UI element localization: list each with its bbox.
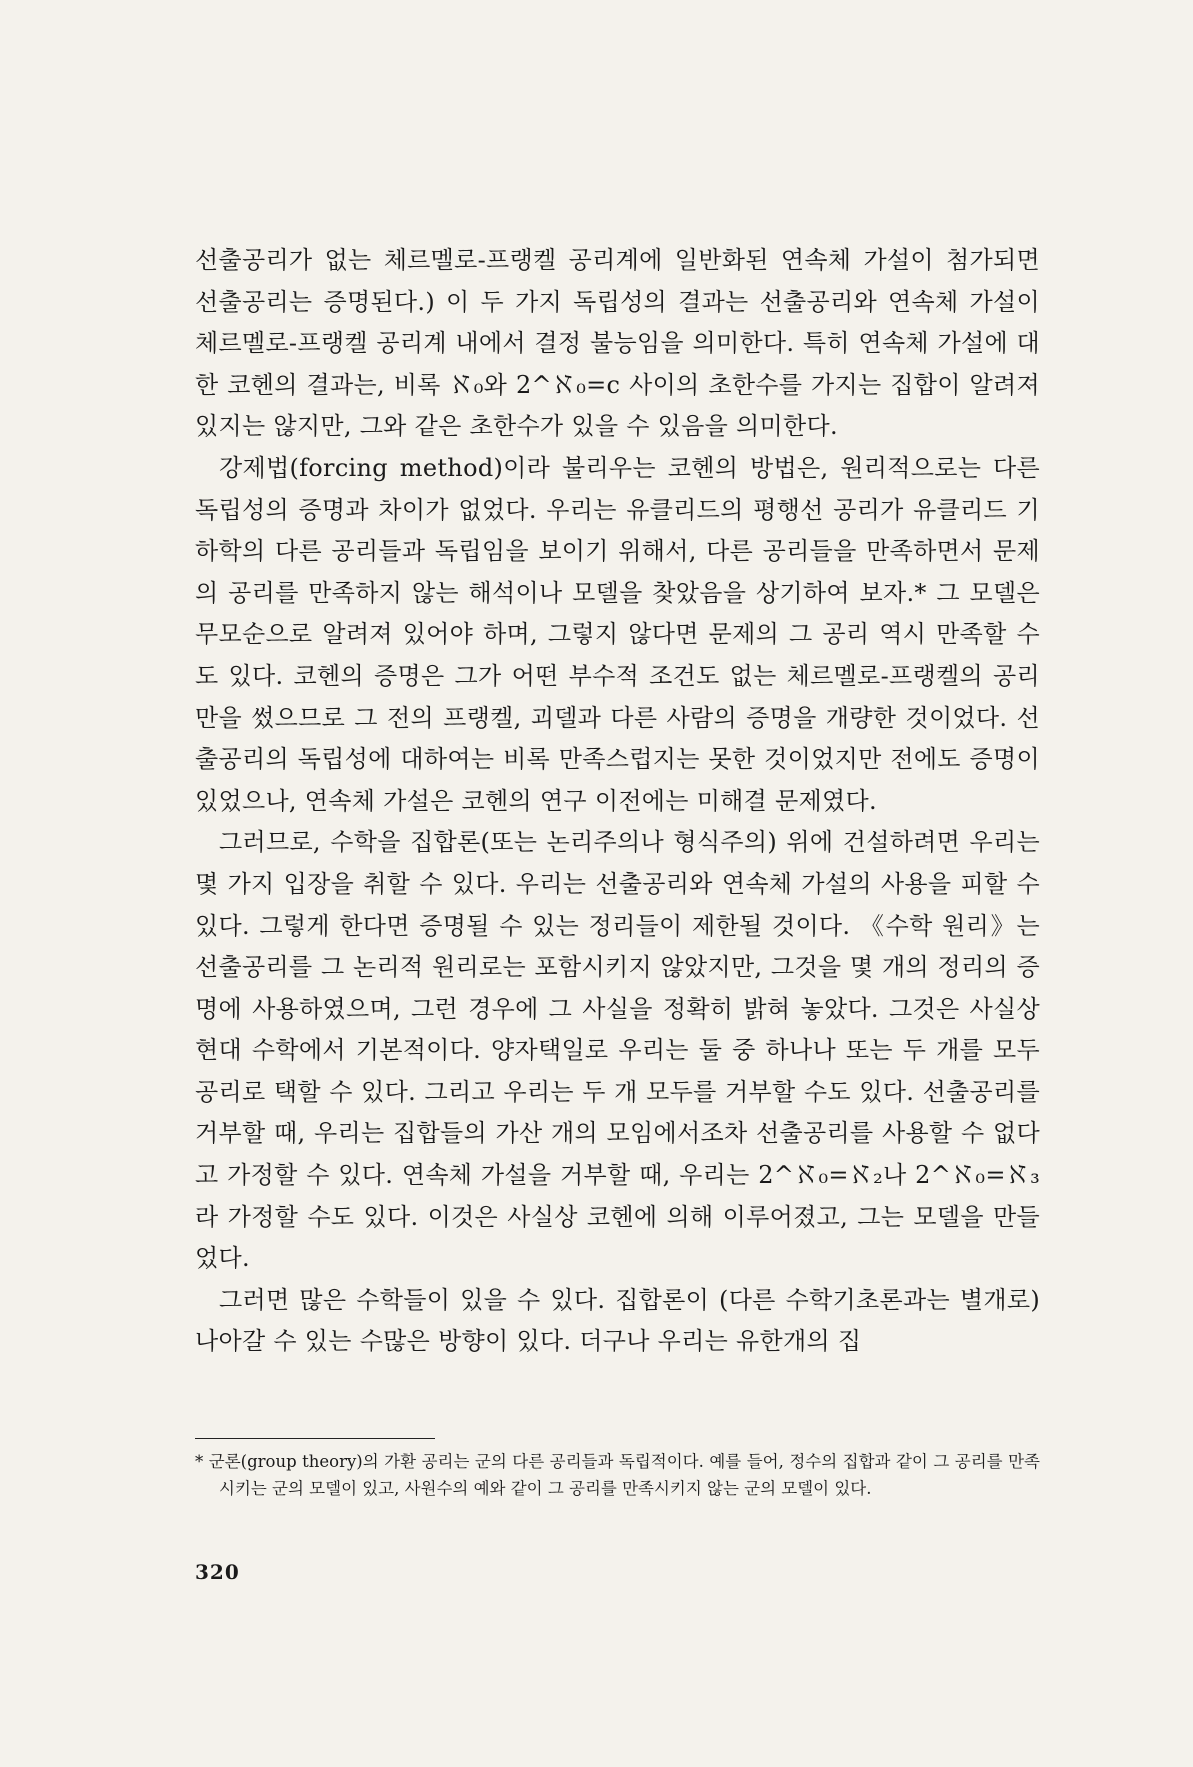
paragraph-1: 선출공리가 없는 체르멜로-프랭켈 공리계에 일반화된 연속체 가설이 첨가되면 선출공리는 증명된다.) 이 두 가지 독립성의 결과는 선출공리와 연속체 가설이 체르멜로-프랭켈 공리계 내에서 결정 불능임을 의미한다. 특히 연속체 가설에 대한 코헨의 결과는, 비록 ℵ₀와 2^ℵ₀=c 사이의 초한수를 가지는 집합이 알려져 있지는 않지만, 그와 같은 초한수가 있을 수 있음을 의미한다.: [195, 246, 1040, 441]
footnote-divider: [195, 1438, 435, 1439]
paragraph-3: 그러므로, 수학을 집합론(또는 논리주의나 형식주의) 위에 건설하려면 우리는 몇 가지 입장을 취할 수 있다. 우리는 선출공리와 연속체 가설의 사용을 피할 수 있다. 그렇게 한다면 증명될 수 있는 정리들이 제한될 것이다. 《수학 원리》는 선출공리를 그 논리적 원리로는 포함시키지 않았지만, 그것을 몇 개의 정리의 증명에 사용하였으며, 그런 경우에 그 사실을 정확히 밝혀 놓았다. 그것은 사실상 현대 수학에서 기본적이다. 양자택일로 우리는 둘 중 하나나 또는 두 개를 모두 공리로 택할 수 있다. 그리고 우리는 두 개 모두를 거부할 수도 있다. 선출공리를 거부할 때, 우리는 집합들의 가산 개의 모임에서조차 선출공리를 사용할 수 없다고 가정할 수 있다. 연속체 가설을 거부할 때, 우리는 2^ℵ₀=ℵ₂나 2^ℵ₀=ℵ₃라 가정할 수도 있다. 이것은 사실상 코헨에 의해 이루어졌고, 그는 모델을 만들었다.: [195, 828, 1040, 1273]
paragraph-4: 그러면 많은 수학들이 있을 수 있다. 집합론이 (다른 수학기초론과는 별개로) 나아갈 수 있는 수많은 방향이 있다. 더구나 우리는 유한개의 집: [195, 1285, 1040, 1356]
page-number: 320: [195, 1560, 240, 1584]
footnote: * 군론(group theory)의 가환 공리는 군의 다른 공리들과 독립적이다. 예를 들어, 정수의 집합과 같이 그 공리를 만족시키는 군의 모델이 있고, 사원수의 예와 같이 그 공리를 만족시키지 않는 군의 모델이 있다.: [195, 1452, 1040, 1498]
paragraph-2: 강제법(forcing method)이라 불리우는 코헨의 방법은, 원리적으로는 다른 독립성의 증명과 차이가 없었다. 우리는 유클리드의 평행선 공리가 유클리드 기하학의 다른 공리들과 독립임을 보이기 위해서, 다른 공리들을 만족하면서 문제의 공리를 만족하지 않는 해석이나 모델을 찾았음을 상기하여 보자.* 그 모델은 무모순으로 알려져 있어야 하며, 그렇지 않다면 문제의 그 공리 역시 만족할 수도 있다. 코헨의 증명은 그가 어떤 부수적 조건도 없는 체르멜로-프랭켈의 공리만을 썼으므로 그 전의 프랭켈, 괴델과 다른 사람의 증명을 개량한 것이었다. 선출공리의 독립성에 대하여는 비록 만족스럽지는 못한 것이었지만 전에도 증명이 있었으나, 연속체 가설은 코헨의 연구 이전에는 미해결 문제였다.: [195, 453, 1040, 815]
body-text: [195, 240, 1040, 1363]
